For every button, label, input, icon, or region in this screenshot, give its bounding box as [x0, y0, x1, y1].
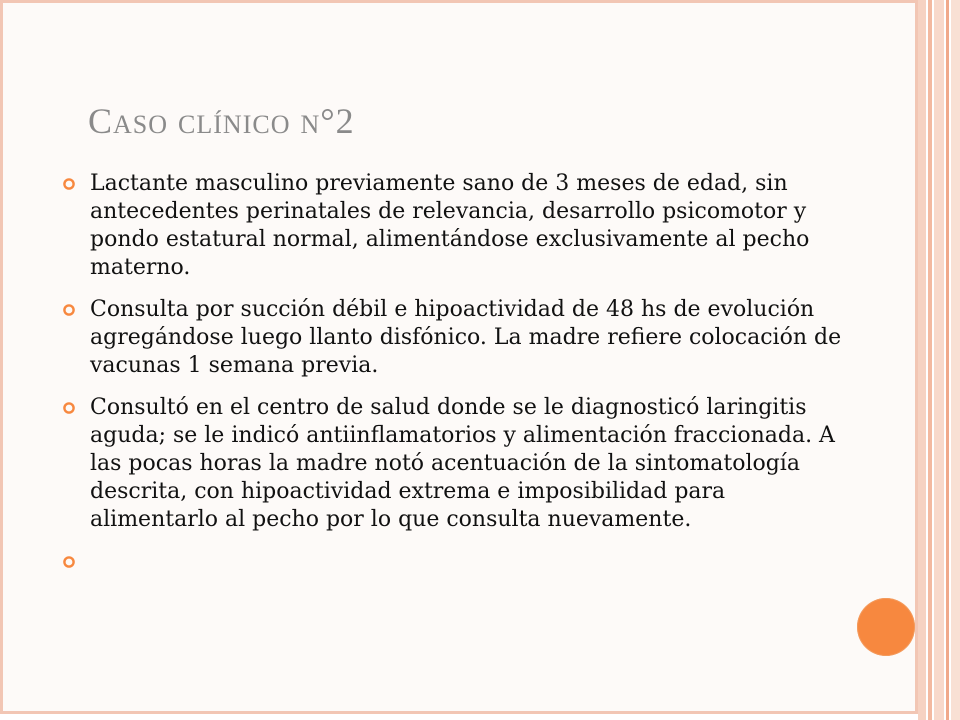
stripe	[946, 0, 949, 720]
stripe	[918, 0, 926, 720]
stripe	[928, 0, 932, 720]
slide-title	[88, 100, 355, 142]
decorative-orange-circle	[857, 598, 915, 656]
bullet-text: Consulta por succión débil e hipoactividad de 48 hs de evolución agregándose luego llanto disfónico. La madre refiere colocación de vacunas 1 semana previa.	[90, 297, 842, 378]
ring-bullet-icon	[62, 303, 76, 317]
ring-bullet-icon	[62, 177, 76, 191]
title-initial: C	[88, 101, 114, 141]
bullet-text: Lactante masculino previamente sano de 3 meses de edad, sin antecedentes perinatales de relevancia, desarrollo psicomotor y pondo estatural normal, alimentándose exclusivamente al pecho materno.	[90, 171, 810, 280]
ring-bullet-icon	[62, 555, 76, 569]
title-word-1: ASO	[113, 110, 169, 139]
bullet-item-3	[62, 394, 852, 534]
decorative-stripes	[918, 0, 960, 720]
bullet-item-2	[62, 296, 852, 380]
title-word-2: CLÍNICO	[178, 110, 291, 139]
title-number: °2	[320, 101, 355, 141]
bullet-list	[62, 170, 852, 590]
bullet-text: Consultó en el centro de salud donde se le diagnosticó laringitis aguda; se le indicó antiinflamatorios y alimentación fraccionada. A las pocas horas la madre notó acentuación de la sintomatología descrita, con hipoactividad extrema e imposibilidad para alimentarlo al pecho por lo que consulta nuevamente.	[90, 395, 835, 532]
title-word-3: N	[300, 110, 321, 139]
bullet-item-4	[62, 548, 852, 576]
bullet-text	[90, 548, 852, 576]
ring-bullet-icon	[62, 401, 76, 415]
stripe	[934, 0, 944, 720]
stripe	[951, 0, 960, 720]
bullet-item-1	[62, 170, 852, 282]
